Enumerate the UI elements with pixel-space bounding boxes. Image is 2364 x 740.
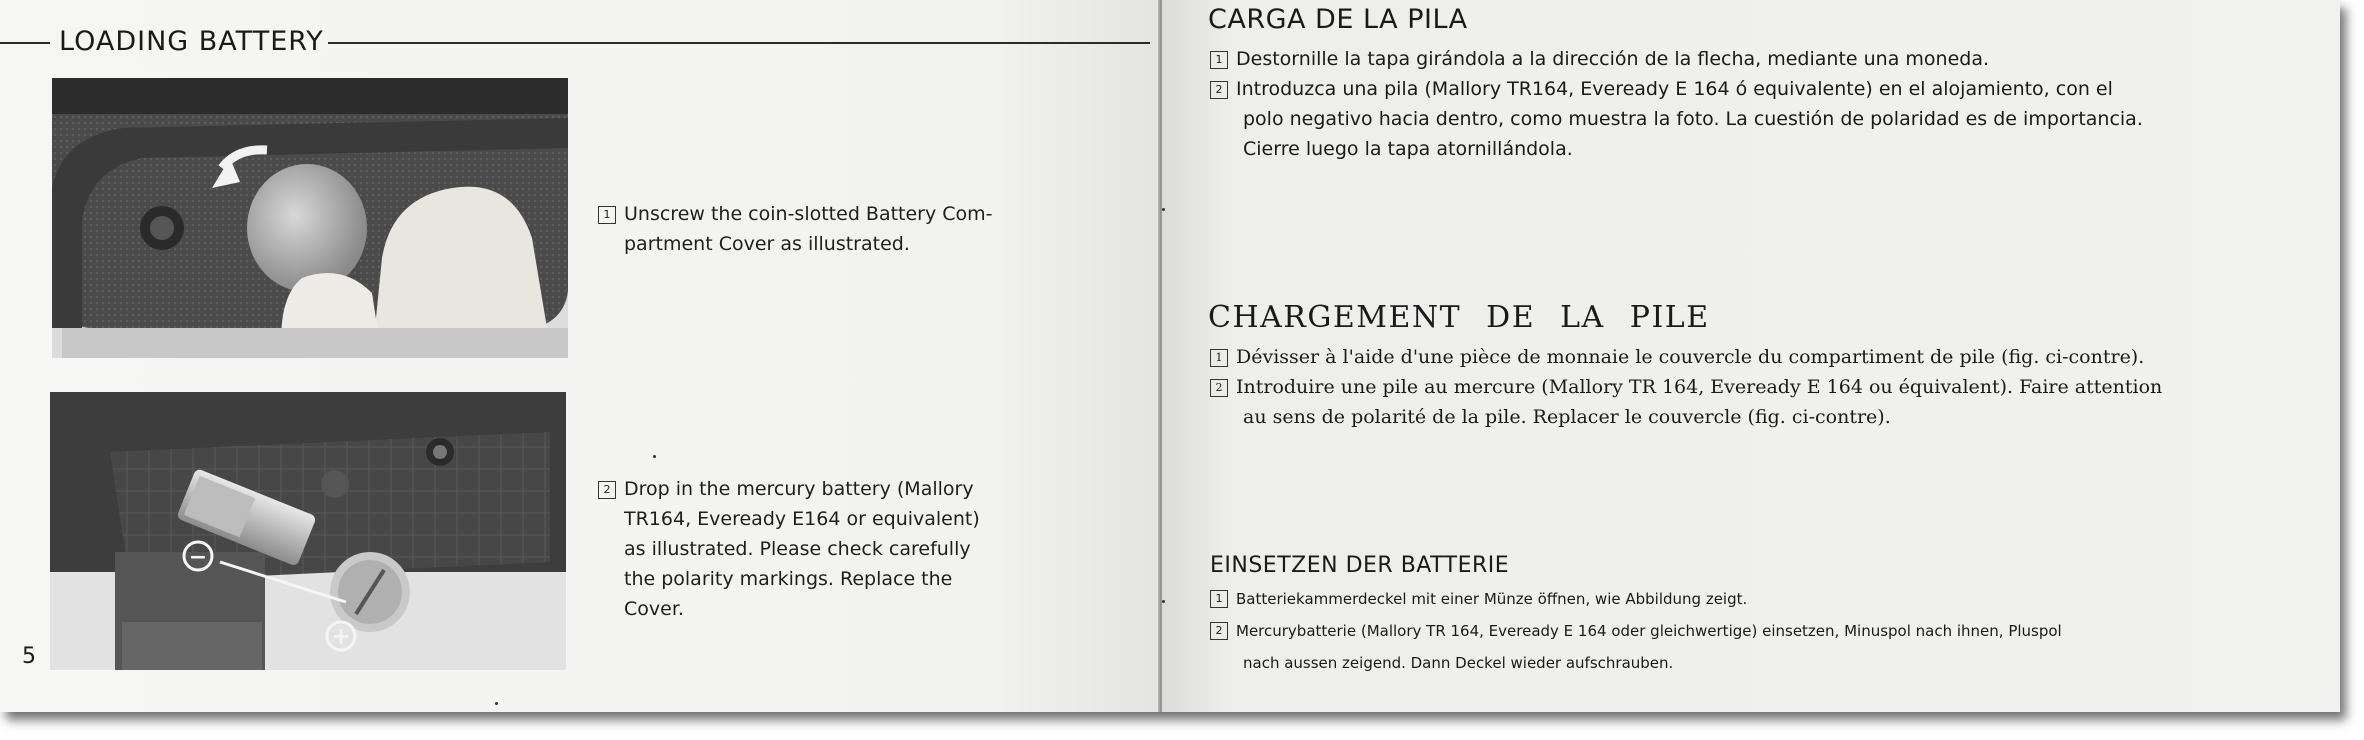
print-speck: [495, 702, 498, 705]
print-speck: [1162, 208, 1165, 211]
german-body: [1210, 583, 2062, 679]
german-item-2: [1210, 615, 2062, 647]
page-number: 5: [22, 644, 36, 669]
heading-rule-left: [0, 42, 50, 44]
step-2-line: [598, 474, 1078, 504]
french-body: [1210, 342, 2162, 432]
step-2-line-wrap: [598, 534, 1078, 564]
spanish-item-1: [1210, 44, 2143, 74]
step-2-number: 2: [598, 481, 616, 499]
step-2-line-2: TR164, Eveready E164 or equivalent): [624, 508, 980, 530]
photo-unscrew-illustration: [52, 78, 568, 358]
step-1-line-wrap: [598, 229, 1068, 259]
step-2-text: [598, 474, 1078, 624]
french-item-1-line-1: Dévisser à l'aide d'une pièce de monnaie le couvercle du compartiment de pile (fig. ci-contre).: [1236, 346, 2145, 368]
french-item-2: [1210, 372, 2162, 402]
french-item-2-line-2: au sens de polarité de la pile. Replacer le couvercle (fig. ci-contre).: [1243, 406, 1891, 428]
german-item-2-line-2: nach aussen zeigend. Dann Deckel wieder aufschrauben.: [1243, 654, 1674, 672]
spanish-item-1-line-1: Destornille la tapa girándola a la dirección de la flecha, mediante una moneda.: [1236, 48, 1989, 70]
german-title: EINSETZEN DER BATTERIE: [1210, 553, 1510, 578]
step-2-line-wrap: [598, 564, 1078, 594]
step-2-line-1: Drop in the mercury battery (Mallory: [624, 478, 974, 500]
section-heading: LOADING BATTERY: [55, 26, 328, 57]
french-item-1: [1210, 342, 2162, 372]
step-2-line-wrap: [598, 504, 1078, 534]
photo-unscrew-cover: [52, 78, 568, 358]
french-title: CHARGEMENT DE LA PILE: [1208, 300, 1710, 335]
spanish-item-2-line-1: Introduzca una pila (Mallory TR164, Eveready E 164 ó equivalente) en el alojamiento, con el: [1236, 78, 2113, 100]
left-page: [0, 0, 1160, 712]
step-2-line-3: as illustrated. Please check carefully: [624, 538, 971, 560]
spanish-item-2: [1210, 74, 2143, 104]
german-item-2-line-1: Mercurybatterie (Mallory TR 164, Eveready E 164 oder gleichwertige) einsetzen, Minuspol nach ihnen, Pluspol: [1236, 622, 2062, 640]
photo-insert-battery: [50, 392, 566, 670]
german-item-1-line-1: Batteriekammerdeckel mit einer Münze öffnen, wie Abbildung zeigt.: [1236, 590, 1748, 608]
german-item-1-number: 1: [1210, 590, 1228, 608]
french-item-2-line-1: Introduire une pile au mercure (Mallory TR 164, Eveready E 164 ou équivalent). Faire attention: [1236, 376, 2163, 398]
print-speck: [653, 455, 656, 458]
photo-battery-illustration: [50, 392, 566, 670]
plus-sign: +: [330, 622, 352, 650]
spanish-body: [1210, 44, 2143, 164]
french-item-2-number: 2: [1210, 379, 1228, 397]
french-item-1-number: 1: [1210, 349, 1228, 367]
minus-sign: −: [188, 545, 208, 570]
german-item-1: [1210, 583, 2062, 615]
spanish-item-2-number: 2: [1210, 81, 1228, 99]
step-1-line-1: Unscrew the coin-slotted Battery Com-: [624, 203, 993, 225]
step-2-line-4: the polarity markings. Replace the: [624, 568, 953, 590]
spanish-item-1-number: 1: [1210, 51, 1228, 69]
step-2-line-5: Cover.: [624, 598, 684, 620]
step-1-line: [598, 199, 1068, 229]
spanish-title: CARGA DE LA PILA: [1208, 4, 1468, 35]
step-1-text: [598, 199, 1068, 259]
step-1-number: 1: [598, 206, 616, 224]
step-2-line-wrap: [598, 594, 1078, 624]
heading-rule-right: [320, 42, 1150, 44]
german-item-2-number: 2: [1210, 622, 1228, 640]
step-1-line-2: partment Cover as illustrated.: [624, 233, 910, 255]
print-speck: [1162, 600, 1165, 603]
spanish-item-2-line-3: Cierre luego la tapa atornillándola.: [1243, 138, 1573, 160]
spanish-item-2-line-2: polo negativo hacia dentro, como muestra la foto. La cuestión de polaridad es de importancia.: [1243, 108, 2143, 130]
